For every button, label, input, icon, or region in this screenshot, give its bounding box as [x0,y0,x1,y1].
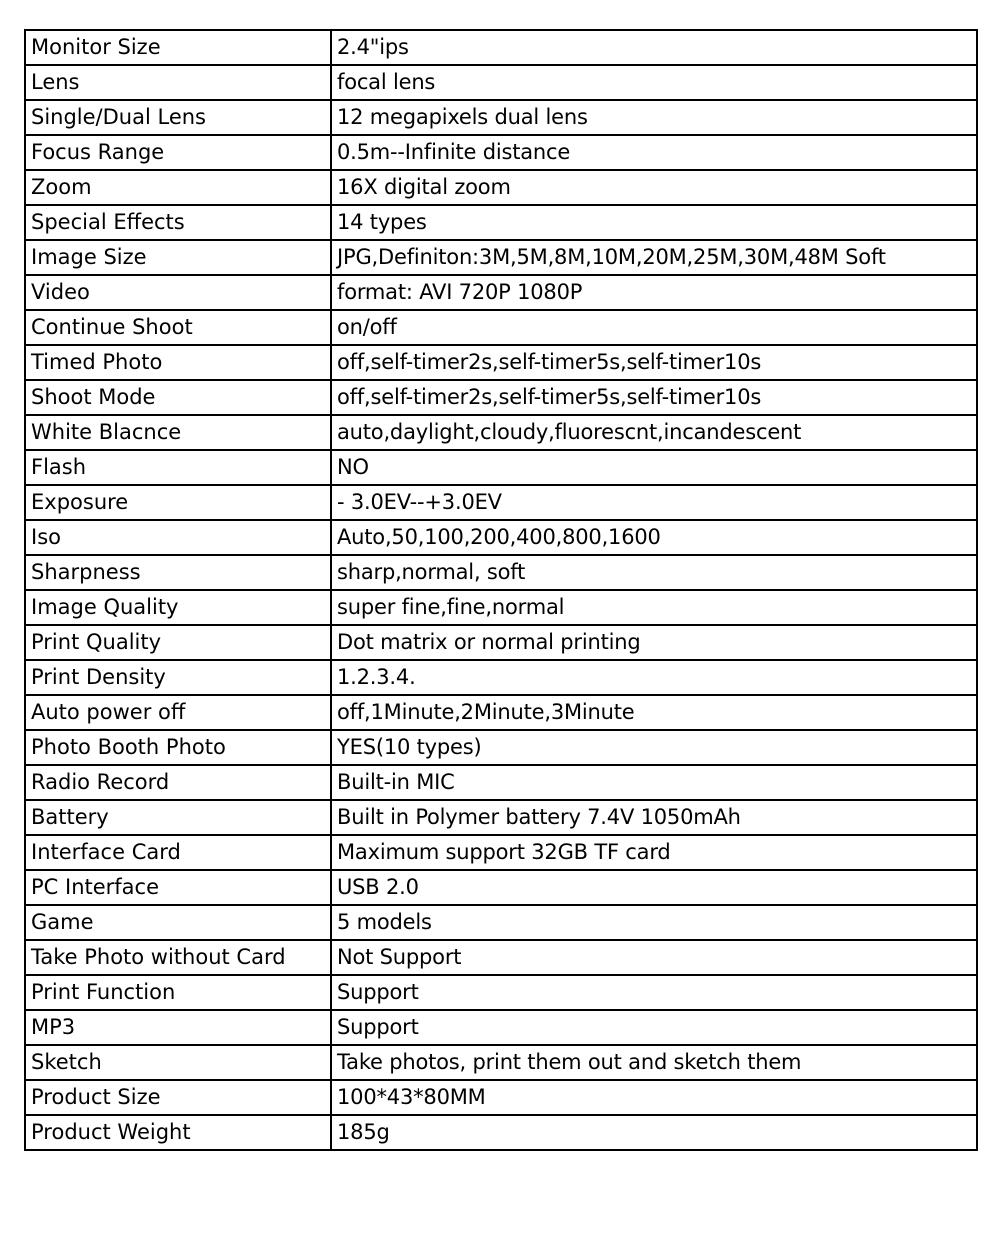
spec-label-cell: Auto power off [25,695,331,730]
table-row [25,1045,977,1080]
table-row [25,520,977,555]
spec-value-cell: 1.2.3.4. [331,660,977,695]
spec-label-cell: Video [25,275,331,310]
spec-label-cell: Flash [25,450,331,485]
spec-label-cell: Image Quality [25,590,331,625]
spec-label-cell: Exposure [25,485,331,520]
table-row [25,975,977,1010]
table-row [25,800,977,835]
spec-value-cell: 100*43*80MM [331,1080,977,1115]
table-row [25,135,977,170]
spec-value-cell: Dot matrix or normal printing [331,625,977,660]
spec-label-cell: Take Photo without Card [25,940,331,975]
table-row [25,765,977,800]
table-row [25,590,977,625]
table-row [25,625,977,660]
spec-label-cell: Monitor Size [25,30,331,65]
table-row [25,275,977,310]
table-row [25,310,977,345]
spec-value-cell: JPG,Definiton:3M,5M,8M,10M,20M,25M,30M,48M Soft [331,240,977,275]
table-row [25,345,977,380]
spec-label-cell: Zoom [25,170,331,205]
table-row [25,905,977,940]
spec-label-cell: White Blacnce [25,415,331,450]
table-row [25,835,977,870]
spec-label-cell: Shoot Mode [25,380,331,415]
table-row [25,205,977,240]
table-row [25,450,977,485]
spec-value-cell: Auto,50,100,200,400,800,1600 [331,520,977,555]
spec-value-cell: off,self-timer2s,self-timer5s,self-timer10s [331,380,977,415]
spec-value-cell: 0.5m--Infinite distance [331,135,977,170]
table-row [25,1080,977,1115]
spec-label-cell: Product Weight [25,1115,331,1150]
spec-value-cell: focal lens [331,65,977,100]
spec-value-cell: 2.4"ips [331,30,977,65]
spec-label-cell: Sharpness [25,555,331,590]
spec-label-cell: Special Effects [25,205,331,240]
spec-label-cell: Product Size [25,1080,331,1115]
spec-value-cell: Support [331,975,977,1010]
table-row [25,415,977,450]
spec-label-cell: Image Size [25,240,331,275]
spec-label-cell: Print Function [25,975,331,1010]
spec-value-cell: Support [331,1010,977,1045]
table-row [25,695,977,730]
spec-label-cell: Iso [25,520,331,555]
table-row [25,1115,977,1150]
spec-value-cell: - 3.0EV--+3.0EV [331,485,977,520]
spec-value-cell: USB 2.0 [331,870,977,905]
table-row [25,240,977,275]
table-row [25,660,977,695]
spec-label-cell: Battery [25,800,331,835]
table-row [25,1010,977,1045]
spec-label-cell: Lens [25,65,331,100]
table-row [25,730,977,765]
spec-label-cell: Print Density [25,660,331,695]
spec-value-cell: Not Support [331,940,977,975]
spec-label-cell: Radio Record [25,765,331,800]
table-row [25,30,977,65]
spec-value-cell: Maximum support 32GB TF card [331,835,977,870]
spec-value-cell: 16X digital zoom [331,170,977,205]
spec-label-cell: Focus Range [25,135,331,170]
table-row [25,65,977,100]
table-row [25,485,977,520]
spec-value-cell: 14 types [331,205,977,240]
spec-label-cell: Continue Shoot [25,310,331,345]
spec-value-cell: Take photos, print them out and sketch them [331,1045,977,1080]
spec-label-cell: MP3 [25,1010,331,1045]
table-row [25,940,977,975]
spec-label-cell: Photo Booth Photo [25,730,331,765]
spec-value-cell: sharp,normal, soft [331,555,977,590]
spec-value-cell: 5 models [331,905,977,940]
spec-value-cell: off,1Minute,2Minute,3Minute [331,695,977,730]
spec-label-cell: Sketch [25,1045,331,1080]
table-row [25,170,977,205]
table-row [25,380,977,415]
spec-value-cell: super fine,fine,normal [331,590,977,625]
spec-value-cell: Built-in MIC [331,765,977,800]
spec-label-cell: Interface Card [25,835,331,870]
spec-value-cell: YES(10 types) [331,730,977,765]
table-row [25,555,977,590]
spec-label-cell: Game [25,905,331,940]
spec-label-cell: Print Quality [25,625,331,660]
spec-label-cell: Timed Photo [25,345,331,380]
spec-value-cell: 12 megapixels dual lens [331,100,977,135]
table-row [25,870,977,905]
spec-value-cell: NO [331,450,977,485]
spec-table-body [25,30,977,1150]
spec-value-cell: Built in Polymer battery 7.4V 1050mAh [331,800,977,835]
spec-label-cell: PC Interface [25,870,331,905]
spec-value-cell: 185g [331,1115,977,1150]
spec-value-cell: auto,daylight,cloudy,fluorescnt,incandescent [331,415,977,450]
table-row [25,100,977,135]
spec-value-cell: off,self-timer2s,self-timer5s,self-timer10s [331,345,977,380]
spec-label-cell: Single/Dual Lens [25,100,331,135]
spec-value-cell: format: AVI 720P 1080P [331,275,977,310]
spec-table [24,29,978,1151]
spec-value-cell: on/off [331,310,977,345]
